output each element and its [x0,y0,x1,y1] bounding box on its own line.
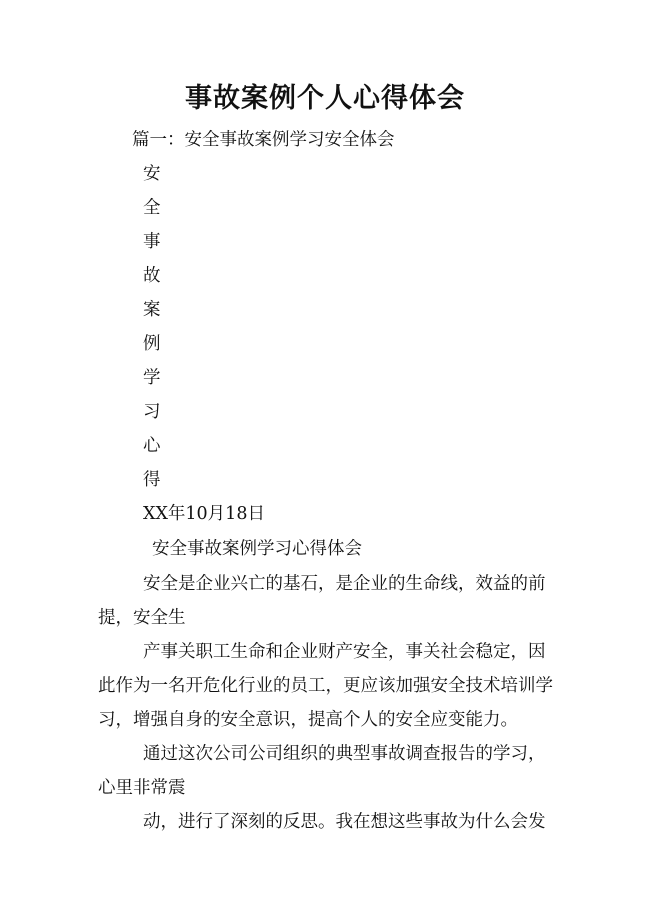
vertical-title-char: 事 [143,232,161,252]
vertical-title-char: 得 [143,470,161,490]
paragraph-line: 习，增强自身的安全意识，提高个人的安全应变能力。 [98,710,518,730]
document-subtitle: 安全事故案例学习心得体会 [152,539,362,559]
document-title: 事故案例个人心得体会 [185,83,465,114]
vertical-title-char: 案 [143,300,161,320]
paragraph-line: 此作为一名开危化行业的员工，更应该加强安全技术培训学 [98,676,553,696]
paragraph-line: 心里非常震 [98,778,186,798]
paragraph-line: 安全是企业兴亡的基石，是企业的生命线，效益的前 [143,574,546,594]
paragraph-line: 产事关职工生命和企业财产安全，事关社会稳定，因 [143,642,546,662]
vertical-title-char: 习 [143,402,161,422]
paragraph-line: 动，进行了深刻的反思。我在想这些事故为什么会发 [143,812,546,832]
document-date: XX年10月18日 [143,504,265,524]
vertical-title-char: 故 [143,266,161,286]
section-heading: 篇一：安全事故案例学习安全体会 [132,130,395,150]
vertical-title-char: 学 [143,368,161,388]
vertical-title-char: 心 [143,436,161,456]
vertical-title-char: 全 [143,198,161,218]
paragraph-line: 提，安全生 [98,608,186,628]
vertical-title-char: 例 [143,334,161,354]
paragraph-line: 通过这次公司公司组织的典型事故调查报告的学习， [143,744,546,764]
vertical-title-char: 安 [143,164,161,184]
